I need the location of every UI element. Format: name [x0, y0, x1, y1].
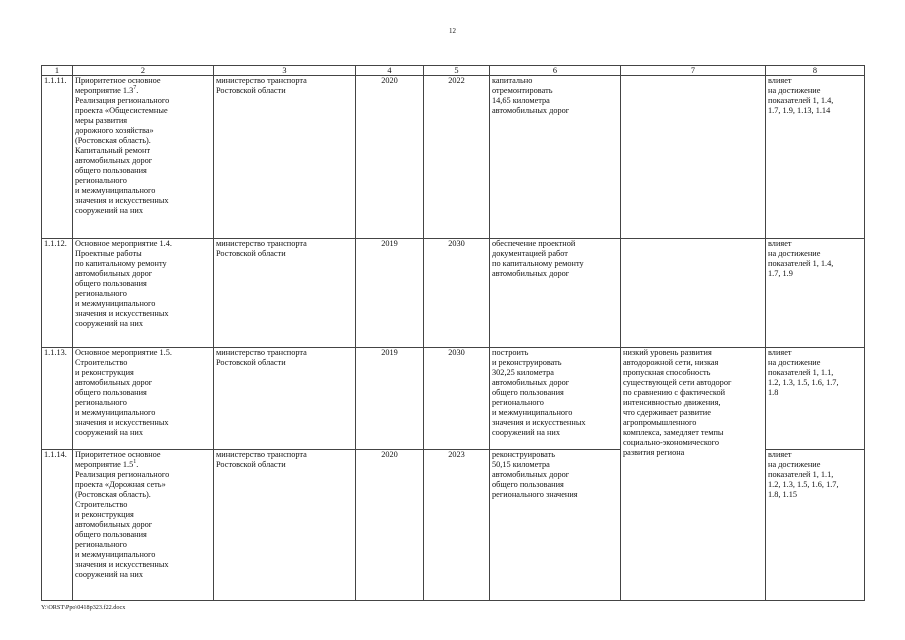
- end-year: 2030: [424, 239, 490, 348]
- file-path-footer: Y:\ORST\Ppo\0418p323.f22.docx: [41, 604, 126, 611]
- measure-name-rest: . Реализация регионального проекта «Общесистемные меры развития дорожного хозяйства» (Ростовская область). Капитальный ремонт автомобильных дорог общего пользования регионального и межмуниципального значения и искусственных сооружений на них: [75, 86, 170, 215]
- consequences-empty: [621, 239, 766, 348]
- expected-result: построить и реконструировать 302,25 километра автомобильных дорог общего пользования регионального и межмуниципального значения и искусственных сооружений на них: [490, 348, 621, 450]
- row-number: 1.1.12.: [42, 239, 73, 348]
- column-header: 6: [490, 66, 621, 76]
- measure-name-text: Приоритетное основное мероприятие 1.5: [75, 450, 161, 469]
- column-header: 5: [424, 66, 490, 76]
- indicators-link: влияет на достижение показателей 1, 1.1, 1.2, 1.3, 1.5, 1.6, 1.7, 1.8: [766, 348, 865, 450]
- program-table: [41, 65, 865, 601]
- indicators-link: влияет на достижение показателей 1, 1.1, 1.2, 1.3, 1.5, 1.6, 1.7, 1.8, 1.15: [766, 450, 865, 601]
- consequences-of-non-implementation: низкий уровень развития автодорожной сети, низкая пропускная способность существующей сети автодорог по сравнению с фактической интенсивностью движения, что сдерживает развитие агропромышленного комплекса, замедляет темпы социально-экономического развития региона: [621, 348, 766, 601]
- table-header-row: [42, 66, 865, 76]
- footnote-mark: 1: [133, 459, 137, 466]
- footnote-mark: 7: [133, 85, 137, 92]
- end-year: 2023: [424, 450, 490, 601]
- measure-name: Основное мероприятие 1.4. Проектные работы по капитальному ремонту автомобильных дорог общего пользования регионального и межмуниципального значения и искусственных сооружений на них: [73, 239, 214, 348]
- start-year: 2019: [356, 239, 424, 348]
- row-number: 1.1.11.: [42, 76, 73, 239]
- end-year: 2030: [424, 348, 490, 450]
- column-header: 2: [73, 66, 214, 76]
- measure-name: [73, 76, 214, 239]
- indicators-link: влияет на достижение показателей 1, 1.4, 1.7, 1.9: [766, 239, 865, 348]
- start-year: 2019: [356, 348, 424, 450]
- table-row: [42, 239, 865, 348]
- column-header: 8: [766, 66, 865, 76]
- end-year: 2022: [424, 76, 490, 239]
- table-row: [42, 348, 865, 450]
- executor: министерство транспорта Ростовской области: [214, 76, 356, 239]
- column-header: 1: [42, 66, 73, 76]
- consequences-empty: [621, 76, 766, 239]
- measure-name-text: Приоритетное основное мероприятие 1.3: [75, 76, 161, 95]
- column-header: 3: [214, 66, 356, 76]
- measure-name: [73, 450, 214, 601]
- executor: министерство транспорта Ростовской области: [214, 239, 356, 348]
- start-year: 2020: [356, 450, 424, 601]
- table-row: [42, 76, 865, 239]
- expected-result: реконструировать 50,15 километра автомобильных дорог общего пользования регионального значения: [490, 450, 621, 601]
- expected-result: капитально отремонтировать 14,65 километра автомобильных дорог: [490, 76, 621, 239]
- column-header: 7: [621, 66, 766, 76]
- page-number: 12: [449, 27, 456, 35]
- measure-name: Основное мероприятие 1.5. Строительство и реконструкция автомобильных дорог общего пользования регионального и межмуниципального значения и искусственных сооружений на них: [73, 348, 214, 450]
- row-number: 1.1.13.: [42, 348, 73, 450]
- start-year: 2020: [356, 76, 424, 239]
- measure-name-rest: . Реализация регионального проекта «Дорожная сеть» (Ростовская область). Строительство и реконструкция автомобильных дорог общего пользования регионального и межмуниципального значения и искусственных сооружений на них: [75, 460, 170, 579]
- column-header: 4: [356, 66, 424, 76]
- executor: министерство транспорта Ростовской области: [214, 348, 356, 450]
- expected-result: обеспечение проектной документацией работ по капитальному ремонту автомобильных дорог: [490, 239, 621, 348]
- row-number: 1.1.14.: [42, 450, 73, 601]
- executor: министерство транспорта Ростовской области: [214, 450, 356, 601]
- indicators-link: влияет на достижение показателей 1, 1.4, 1.7, 1.9, 1.13, 1.14: [766, 76, 865, 239]
